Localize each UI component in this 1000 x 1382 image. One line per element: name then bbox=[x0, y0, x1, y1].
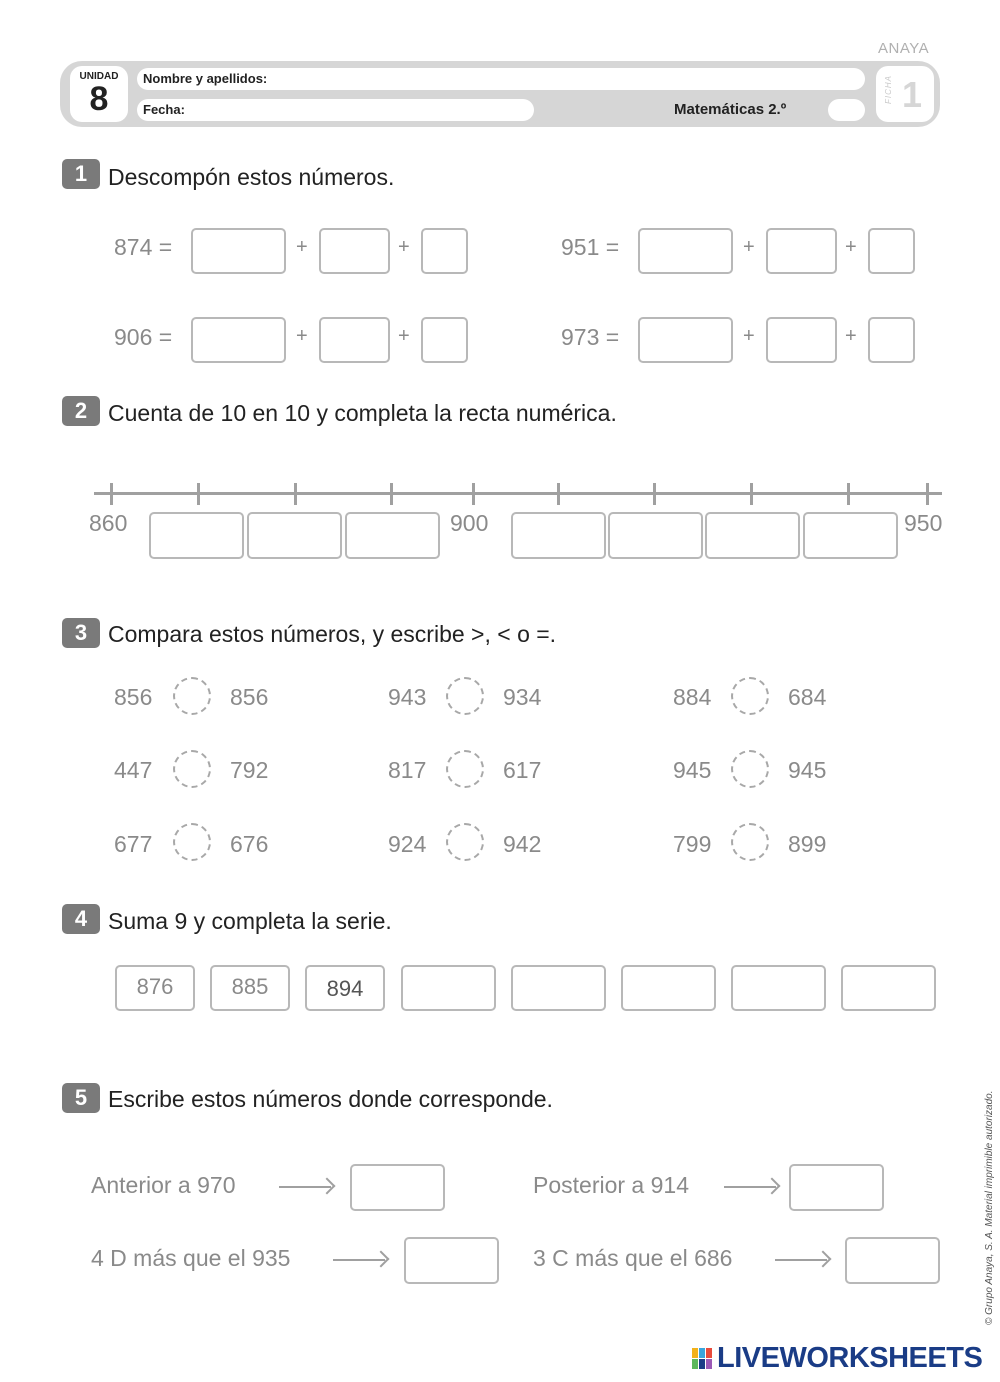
name-label: Nombre y apellidos: bbox=[143, 71, 268, 86]
arrowhead-icon bbox=[815, 1251, 832, 1268]
tick-mark bbox=[653, 483, 656, 505]
answer-box[interactable] bbox=[149, 512, 244, 559]
number-line bbox=[94, 492, 942, 495]
tick-mark bbox=[926, 483, 929, 505]
plus-sign: + bbox=[845, 236, 857, 258]
compare-left: 856 bbox=[114, 684, 153, 710]
series-given: 894 bbox=[305, 965, 385, 1011]
answer-box[interactable] bbox=[404, 1237, 499, 1284]
number-line-label: 860 bbox=[89, 510, 128, 536]
answer-box[interactable] bbox=[841, 965, 936, 1011]
compare-right: 942 bbox=[503, 831, 542, 857]
plus-sign: + bbox=[743, 325, 755, 347]
prompt-label: Anterior a 970 bbox=[91, 1172, 236, 1198]
answer-box[interactable] bbox=[803, 512, 898, 559]
answer-box[interactable] bbox=[401, 965, 496, 1011]
small-field[interactable] bbox=[828, 99, 865, 121]
compare-circle[interactable] bbox=[731, 823, 769, 861]
liveworksheets-logo-icon bbox=[692, 1348, 714, 1370]
tick-mark bbox=[110, 483, 113, 505]
compare-left: 677 bbox=[114, 831, 153, 857]
answer-box[interactable] bbox=[868, 228, 915, 274]
compare-left: 799 bbox=[673, 831, 712, 857]
tick-mark bbox=[294, 483, 297, 505]
tick-mark bbox=[847, 483, 850, 505]
compare-circle[interactable] bbox=[446, 750, 484, 788]
ficha-badge bbox=[876, 66, 934, 122]
answer-box[interactable] bbox=[421, 317, 468, 363]
answer-box[interactable] bbox=[766, 228, 837, 274]
answer-box[interactable] bbox=[319, 317, 390, 363]
prompt-label: 3 C más que el 686 bbox=[533, 1245, 733, 1271]
compare-left: 943 bbox=[388, 684, 427, 710]
answer-box[interactable] bbox=[789, 1164, 884, 1211]
decompose-label: 906 = bbox=[114, 324, 173, 350]
answer-box[interactable] bbox=[191, 317, 286, 363]
compare-circle[interactable] bbox=[731, 677, 769, 715]
compare-circle[interactable] bbox=[731, 750, 769, 788]
plus-sign: + bbox=[845, 325, 857, 347]
compare-right: 684 bbox=[788, 684, 827, 710]
answer-box[interactable] bbox=[845, 1237, 940, 1284]
tick-mark bbox=[557, 483, 560, 505]
compare-left: 924 bbox=[388, 831, 427, 857]
compare-right: 792 bbox=[230, 757, 269, 783]
section-1-title: Descompón estos números. bbox=[108, 164, 395, 190]
answer-box[interactable] bbox=[608, 512, 703, 559]
plus-sign: + bbox=[398, 325, 410, 347]
date-label: Fecha: bbox=[143, 102, 185, 117]
unit-badge bbox=[70, 66, 128, 122]
compare-right: 934 bbox=[503, 684, 542, 710]
compare-left: 447 bbox=[114, 757, 153, 783]
section-5-title: Escribe estos números donde corresponde. bbox=[108, 1086, 553, 1112]
section-2-title: Cuenta de 10 en 10 y completa la recta numérica. bbox=[108, 400, 617, 426]
answer-box[interactable] bbox=[247, 512, 342, 559]
section-5-number: 5 bbox=[62, 1083, 100, 1113]
section-2-number: 2 bbox=[62, 396, 100, 426]
date-field[interactable] bbox=[137, 99, 534, 121]
watermark: LIVEWORKSHEETS bbox=[717, 1342, 983, 1374]
compare-circle[interactable] bbox=[446, 677, 484, 715]
answer-box[interactable] bbox=[319, 228, 390, 274]
name-field[interactable] bbox=[137, 68, 865, 90]
brand-logo: ANAYA bbox=[878, 40, 930, 57]
answer-box[interactable] bbox=[350, 1164, 445, 1211]
tick-mark bbox=[472, 483, 475, 505]
decompose-label: 874 = bbox=[114, 234, 173, 260]
section-4-number: 4 bbox=[62, 904, 100, 934]
answer-box[interactable] bbox=[731, 965, 826, 1011]
copyright-notice: © Grupo Anaya, S. A. Material imprimible autorizado. bbox=[984, 1090, 995, 1325]
answer-box[interactable] bbox=[638, 317, 733, 363]
unit-number: 8 bbox=[89, 80, 109, 118]
ficha-label: FICHA bbox=[884, 75, 893, 104]
answer-box[interactable] bbox=[868, 317, 915, 363]
answer-box[interactable] bbox=[766, 317, 837, 363]
section-3-title: Compara estos números, y escribe >, < o =. bbox=[108, 621, 557, 647]
compare-right: 676 bbox=[230, 831, 269, 857]
compare-circle[interactable] bbox=[173, 677, 211, 715]
compare-left: 884 bbox=[673, 684, 712, 710]
section-3-number: 3 bbox=[62, 618, 100, 648]
compare-left: 817 bbox=[388, 757, 427, 783]
arrowhead-icon bbox=[764, 1178, 781, 1195]
plus-sign: + bbox=[296, 325, 308, 347]
answer-box[interactable] bbox=[511, 965, 606, 1011]
decompose-label: 973 = bbox=[561, 324, 620, 350]
answer-box[interactable] bbox=[638, 228, 733, 274]
compare-circle[interactable] bbox=[173, 750, 211, 788]
plus-sign: + bbox=[743, 236, 755, 258]
arrowhead-icon bbox=[319, 1178, 336, 1195]
compare-left: 945 bbox=[673, 757, 712, 783]
ficha-number: 1 bbox=[902, 74, 923, 115]
section-1-number: 1 bbox=[62, 159, 100, 189]
arrowhead-icon bbox=[373, 1251, 390, 1268]
decompose-label: 951 = bbox=[561, 234, 620, 260]
tick-mark bbox=[390, 483, 393, 505]
tick-mark bbox=[750, 483, 753, 505]
plus-sign: + bbox=[398, 236, 410, 258]
number-line-label: 950 bbox=[904, 510, 943, 536]
prompt-label: Posterior a 914 bbox=[533, 1172, 689, 1198]
number-line-label: 900 bbox=[450, 510, 489, 536]
series-given: 885 bbox=[210, 965, 290, 1011]
answer-box[interactable] bbox=[621, 965, 716, 1011]
plus-sign: + bbox=[296, 236, 308, 258]
subject-label: Matemáticas 2.º bbox=[674, 101, 787, 118]
compare-circle[interactable] bbox=[173, 823, 211, 861]
compare-right: 899 bbox=[788, 831, 827, 857]
compare-right: 856 bbox=[230, 684, 269, 710]
compare-circle[interactable] bbox=[446, 823, 484, 861]
answer-box[interactable] bbox=[511, 512, 606, 559]
answer-box[interactable] bbox=[705, 512, 800, 559]
compare-right: 617 bbox=[503, 757, 542, 783]
compare-right: 945 bbox=[788, 757, 827, 783]
unit-label: UNIDAD bbox=[79, 71, 119, 82]
answer-box[interactable] bbox=[421, 228, 468, 274]
prompt-label: 4 D más que el 935 bbox=[91, 1245, 291, 1271]
answer-box[interactable] bbox=[345, 512, 440, 559]
tick-mark bbox=[197, 483, 200, 505]
series-given: 876 bbox=[115, 965, 195, 1011]
answer-box[interactable] bbox=[191, 228, 286, 274]
section-4-title: Suma 9 y completa la serie. bbox=[108, 908, 392, 934]
